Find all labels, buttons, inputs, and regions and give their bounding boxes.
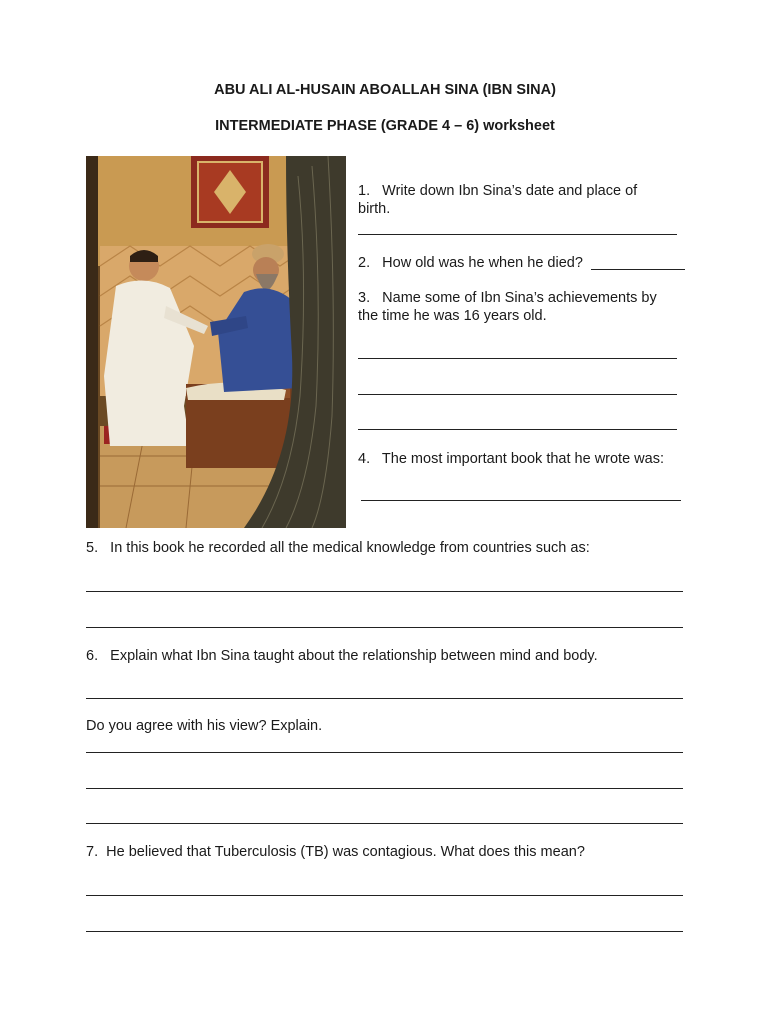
ibn-sina-diorama-photo [86,156,346,528]
answer-line-1[interactable] [358,234,677,235]
worksheet-title: ABU ALI AL-HUSAIN ABOALLAH SINA (IBN SINA) [214,82,556,98]
question-3-cont: the time he was 16 years old. [358,308,547,324]
answer-line-6c[interactable] [86,788,683,789]
question-4: 4. The most important book that he wrote was: [358,451,664,467]
question-6: 6. Explain what Ibn Sina taught about the relationship between mind and body. [86,648,598,664]
worksheet-subtitle: INTERMEDIATE PHASE (GRADE 4 – 6) worksheet [215,118,555,134]
question-3: 3. Name some of Ibn Sina’s achievements by [358,290,657,306]
question-7: 7. He believed that Tuberculosis (TB) was contagious. What does this mean? [86,844,585,860]
answer-line-7a[interactable] [86,895,683,896]
answer-line-3b[interactable] [358,394,677,395]
answer-line-3a[interactable] [358,358,677,359]
answer-line-4[interactable] [361,500,681,501]
answer-line-6a[interactable] [86,698,683,699]
answer-line-2[interactable] [591,269,685,270]
question-1: 1. Write down Ibn Sina’s date and place of [358,183,638,199]
answer-line-3c[interactable] [358,429,677,430]
question-6-follow-up: Do you agree with his view? Explain. [86,718,323,734]
question-2: 2. How old was he when he died? [358,255,583,271]
answer-line-5a[interactable] [86,591,683,592]
answer-line-5b[interactable] [86,627,683,628]
question-1-cont: birth. [358,201,391,217]
question-5: 5. In this book he recorded all the medical knowledge from countries such as: [86,540,590,556]
answer-line-7b[interactable] [86,931,683,932]
answer-line-6b[interactable] [86,752,683,753]
answer-line-6d[interactable] [86,823,683,824]
